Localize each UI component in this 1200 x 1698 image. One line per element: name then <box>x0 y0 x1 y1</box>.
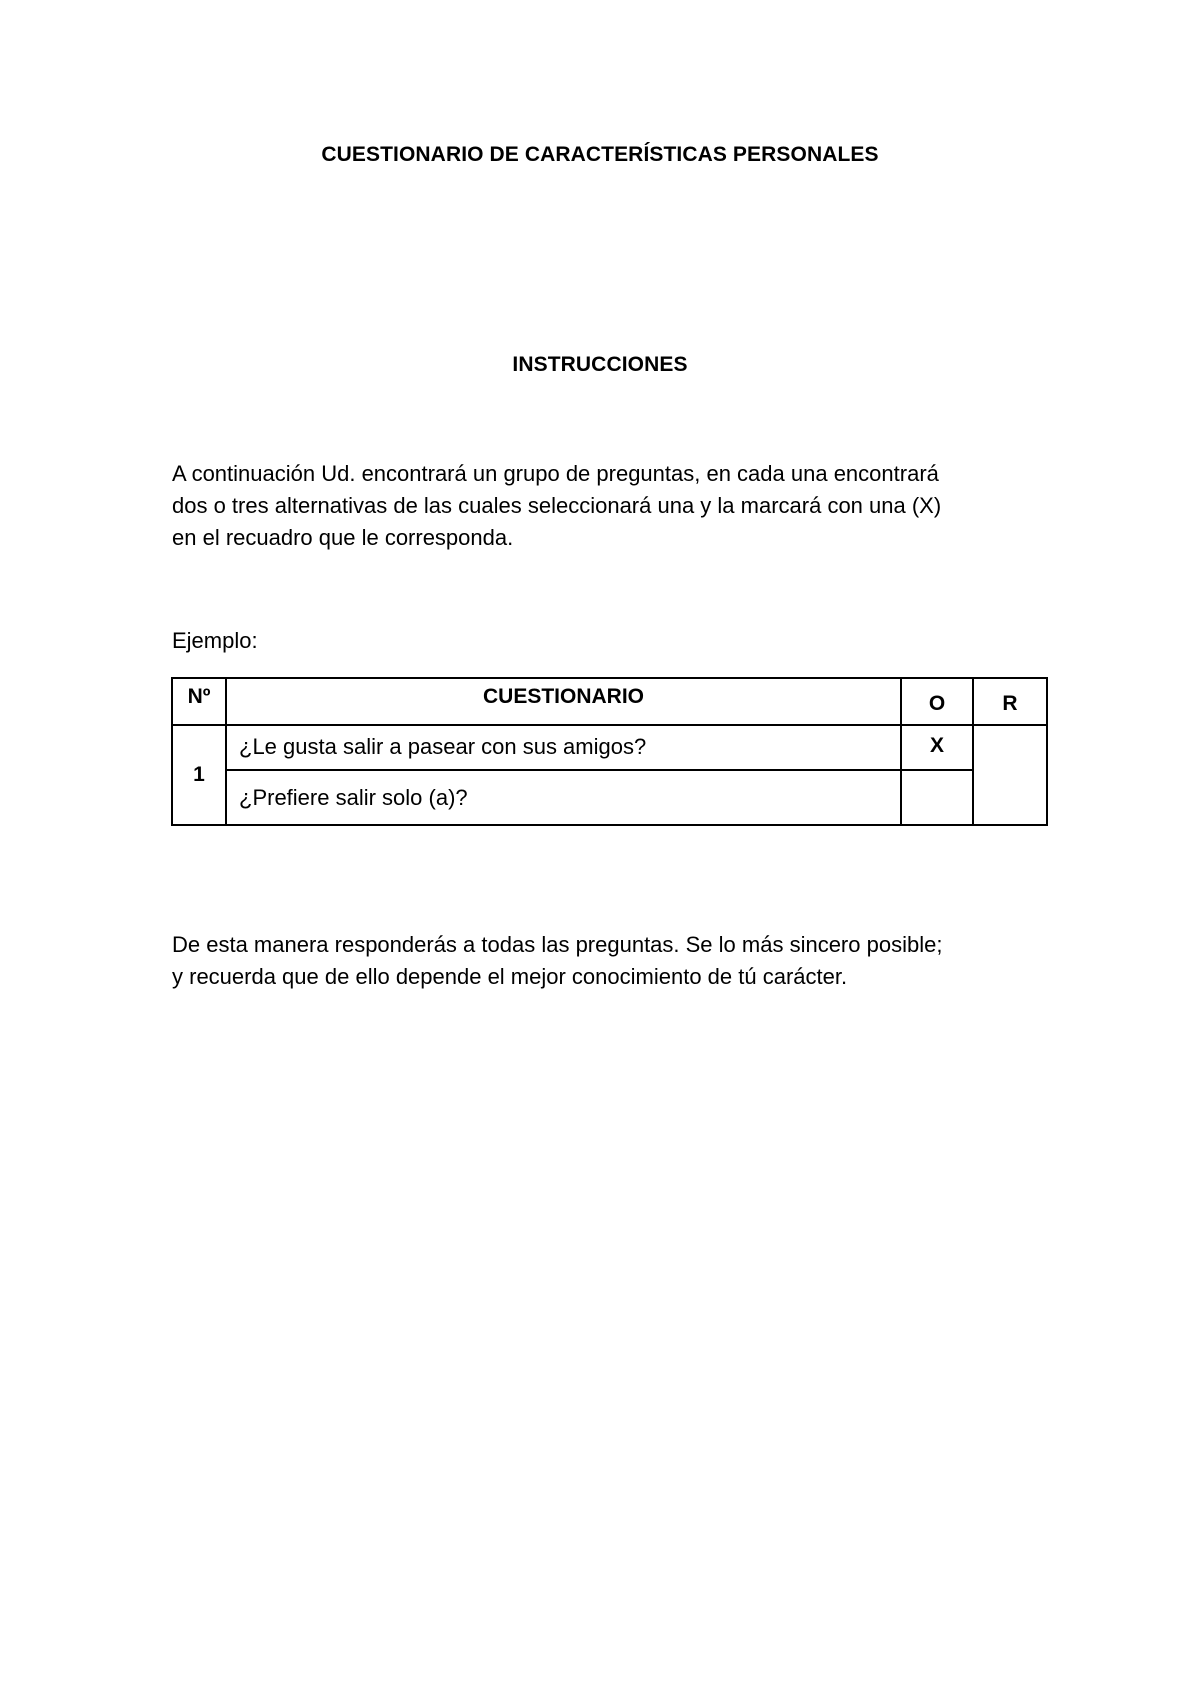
table-row <box>172 725 1047 771</box>
table-row <box>172 770 1047 825</box>
header-o: O <box>901 678 973 725</box>
header-r: R <box>973 678 1047 725</box>
example-label: Ejemplo: <box>172 628 258 653</box>
instructions-paragraph <box>172 458 1037 554</box>
header-number: Nº <box>172 678 226 725</box>
closing-line: De esta manera responderás a todas las preguntas. Se lo más sincero posible; <box>172 932 943 957</box>
r-answer-box[interactable] <box>973 725 1047 825</box>
closing-paragraph <box>172 929 1037 993</box>
instructions-line: en el recuadro que le corresponda. <box>172 525 514 550</box>
closing-line: y recuerda que de ello depende el mejor conocimiento de tú carácter. <box>172 964 848 989</box>
o-answer-box[interactable] <box>901 770 973 825</box>
alternative-text: ¿Le gusta salir a pasear con sus amigos? <box>226 725 901 771</box>
alternative-text: ¿Prefiere salir solo (a)? <box>226 770 901 825</box>
example-table <box>171 677 1048 826</box>
header-questionnaire: CUESTIONARIO <box>226 678 901 725</box>
table-header-row <box>172 678 1047 725</box>
instructions-heading: INSTRUCCIONES <box>512 353 688 376</box>
o-answer-box[interactable]: X <box>901 725 973 771</box>
item-number: 1 <box>172 725 226 825</box>
instructions-line: A continuación Ud. encontrará un grupo de preguntas, en cada una encontrará <box>172 461 939 486</box>
instructions-line: dos o tres alternativas de las cuales seleccionará una y la marcará con una (X) <box>172 493 942 518</box>
document-title: CUESTIONARIO DE CARACTERÍSTICAS PERSONALES <box>321 143 879 166</box>
